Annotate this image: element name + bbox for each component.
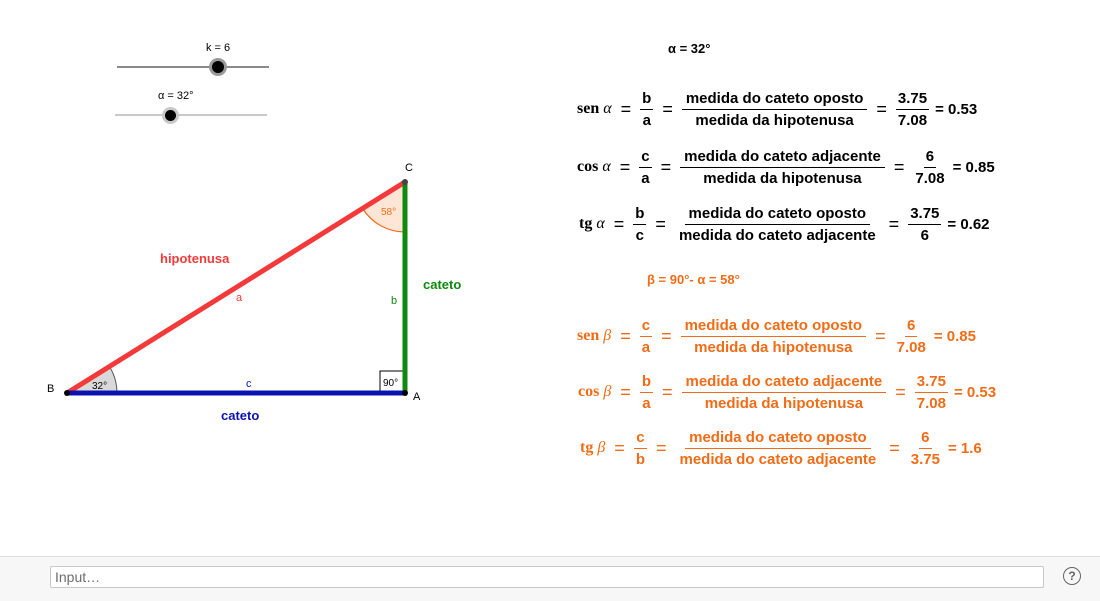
ratio-num: b xyxy=(640,90,653,110)
fn-symbol: α xyxy=(596,215,605,232)
word-den: medida da hipotenusa xyxy=(695,111,854,129)
value-num: 6 xyxy=(919,429,931,449)
help-icon[interactable]: ? xyxy=(1063,567,1081,585)
input-bar xyxy=(0,556,1100,601)
slider-k-knob[interactable] xyxy=(212,61,224,73)
sen-beta-formula: sen β = $\frac{c}{a}$ = $\frac{\text{medida do cateto oposto}}{\text{medida da hipotenusa}}$ = $\frac{6}{7.08}$ = 0.85 xyxy=(577,316,976,356)
side-c-label: c xyxy=(246,378,252,390)
value-den: 7.08 xyxy=(915,169,945,187)
value-num: 3.75 xyxy=(908,205,941,225)
value-den: 6 xyxy=(920,226,929,244)
triangle-figure xyxy=(0,130,560,570)
hypotenuse-line xyxy=(67,182,405,393)
word-num: medida do cateto oposto xyxy=(685,205,871,225)
slider-alpha-knob[interactable] xyxy=(165,110,176,121)
fn-symbol: α xyxy=(603,100,612,117)
ratio-den: b xyxy=(635,450,645,468)
ratio-den: a xyxy=(642,111,651,129)
word-den: medida da hipotenusa xyxy=(703,169,862,187)
value-den: 7.08 xyxy=(916,394,946,412)
algebra-input[interactable] xyxy=(50,566,1044,588)
vertical-leg-label: cateto xyxy=(423,277,462,292)
value-num: 6 xyxy=(905,317,917,337)
word-num: medida do cateto oposto xyxy=(685,429,871,449)
vertex-c-label: C xyxy=(405,162,413,174)
angle-a-label: 90° xyxy=(383,378,399,389)
word-num: medida do cateto adjacente xyxy=(682,373,887,393)
slider-alpha-track[interactable] xyxy=(115,114,267,116)
angle-b-label: 32° xyxy=(92,381,108,392)
word-num: medida do cateto oposto xyxy=(681,317,867,337)
ratio-den: a xyxy=(642,394,651,412)
cos-alpha-formula: cos α = $\frac{c}{a}$ = $\frac{\text{medida do cateto adjacente}}{\text{medida da hipotenusa}}$ = $\frac{6}{7.08}$ = 0.85 xyxy=(577,147,995,187)
vertex-a-point xyxy=(402,390,408,396)
ratio-num: b xyxy=(640,373,653,393)
fn-symbol: β xyxy=(597,439,606,456)
word-num: medida do cateto adjacente xyxy=(680,148,885,168)
result: = 0.53 xyxy=(953,383,997,401)
fn-symbol: β xyxy=(603,383,612,400)
slider-k-label: k = 6 xyxy=(206,42,231,54)
sen-alpha-formula: sen α = $\frac{b}{a}$ = $\frac{\text{medida do cateto oposto}}{\text{medida da hipotenusa}}$ = $\frac{3.75}{7.08}$ = 0.53 xyxy=(577,89,978,129)
cos-beta-formula: cos β = $\frac{b}{a}$ = $\frac{\text{medida do cateto adjacente}}{\text{medida da hipotenusa}}$ = $\frac{3.75}{7.08}$ = 0.53 xyxy=(578,372,997,412)
word-den: medida do cateto adjacente xyxy=(679,450,877,468)
side-b-label: b xyxy=(391,295,398,307)
value-num: 6 xyxy=(924,148,936,168)
value-den: 7.08 xyxy=(896,338,926,356)
result: = 0.85 xyxy=(952,158,995,176)
hypotenuse-label: hipotenusa xyxy=(160,251,230,266)
slider-alpha-label: α = 32° xyxy=(158,90,194,102)
vertex-a-label: A xyxy=(413,391,421,403)
result: = 1.6 xyxy=(947,439,982,457)
ratio-den: c xyxy=(635,226,644,244)
vertex-b-point xyxy=(64,390,70,396)
alpha-header: α = 32° xyxy=(668,41,711,56)
word-den: medida da hipotenusa xyxy=(704,394,864,412)
value-num: 3.75 xyxy=(915,373,948,393)
horizontal-leg-label: cateto xyxy=(221,408,260,423)
fn-name: sen xyxy=(577,327,600,344)
value-den: 3.75 xyxy=(910,450,940,468)
ratio-den: a xyxy=(641,338,651,356)
result: = 0.62 xyxy=(947,215,990,233)
fn-name: cos xyxy=(578,383,600,400)
ratio-num: c xyxy=(634,429,646,449)
vertex-b-label: B xyxy=(47,383,55,395)
ratio-num: b xyxy=(633,205,646,225)
beta-header: β = 90°- α = 58° xyxy=(647,272,740,287)
result: = 0.53 xyxy=(935,100,978,118)
fn-name: tg xyxy=(579,215,593,232)
tg-alpha-formula: tg α = $\frac{b}{c}$ = $\frac{\text{medida do cateto oposto}}{\text{medida do cateto adjacente}}$ = $\frac{3.75}{6}$ = 0.62 xyxy=(579,204,990,244)
slider-k-track[interactable] xyxy=(117,66,269,68)
value-num: 3.75 xyxy=(896,90,929,110)
angle-c-label: 58° xyxy=(381,207,397,218)
ratio-den: a xyxy=(641,169,650,187)
vertex-c-point xyxy=(402,179,408,185)
fn-name: sen xyxy=(577,100,600,117)
tg-beta-formula: tg β = $\frac{c}{b}$ = $\frac{\text{medida do cateto oposto}}{\text{medida do cateto adjacente}}$ = $\frac{6}{3.75}$ = 1.6 xyxy=(580,428,982,468)
result: = 0.85 xyxy=(933,327,976,345)
word-num: medida do cateto oposto xyxy=(682,90,868,110)
ratio-num: c xyxy=(639,148,651,168)
ratio-num: c xyxy=(640,317,652,337)
side-a-label: a xyxy=(236,292,243,304)
fn-name: cos xyxy=(577,158,599,175)
fn-name: tg xyxy=(580,439,594,456)
fn-symbol: β xyxy=(603,327,612,344)
fn-symbol: α xyxy=(602,158,611,175)
word-den: medida do cateto adjacente xyxy=(678,226,876,244)
value-den: 7.08 xyxy=(897,111,928,129)
word-den: medida da hipotenusa xyxy=(694,338,853,356)
